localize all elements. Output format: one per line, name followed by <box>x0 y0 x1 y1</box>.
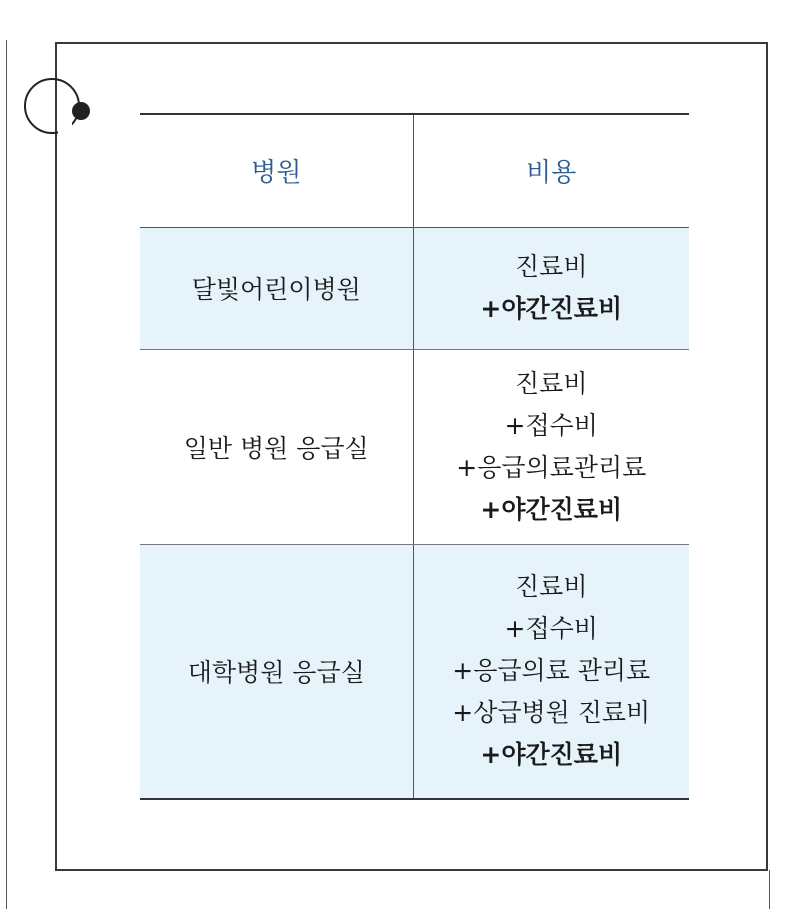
table-row <box>140 227 689 349</box>
table-header-row <box>140 114 689 227</box>
cost-line: +야간진료비 <box>480 294 623 323</box>
cost-line: +상급병원 진료비 <box>452 698 651 728</box>
page-edge-line <box>769 870 770 909</box>
cost-line: +접수비 <box>504 410 598 440</box>
header-hospital: 병원 <box>140 114 413 227</box>
cost-table <box>140 113 689 800</box>
cost-line: +응급의료관리료 <box>456 452 647 482</box>
cost-line: +접수비 <box>504 614 598 644</box>
hospital-cell: 일반 병원 응급실 <box>140 349 413 544</box>
cost-line: 진료비 <box>515 252 588 281</box>
header-cost: 비용 <box>413 114 689 227</box>
cost-cell <box>413 544 689 799</box>
cost-line: +응급의료 관리료 <box>452 656 651 686</box>
table-row <box>140 349 689 544</box>
hospital-cell: 대학병원 응급실 <box>140 544 413 799</box>
cost-line: 진료비 <box>515 572 588 602</box>
cost-cell <box>413 349 689 544</box>
hospital-cell: 달빛어린이병원 <box>140 227 413 349</box>
ring-gap <box>58 94 72 136</box>
ring-dot-icon <box>72 102 90 120</box>
table-row <box>140 544 689 799</box>
cost-cell <box>413 227 689 349</box>
cost-line: +야간진료비 <box>480 740 623 770</box>
page-edge-line <box>6 40 7 909</box>
cost-line: +야간진료비 <box>480 494 623 524</box>
cost-line: 진료비 <box>515 368 588 398</box>
